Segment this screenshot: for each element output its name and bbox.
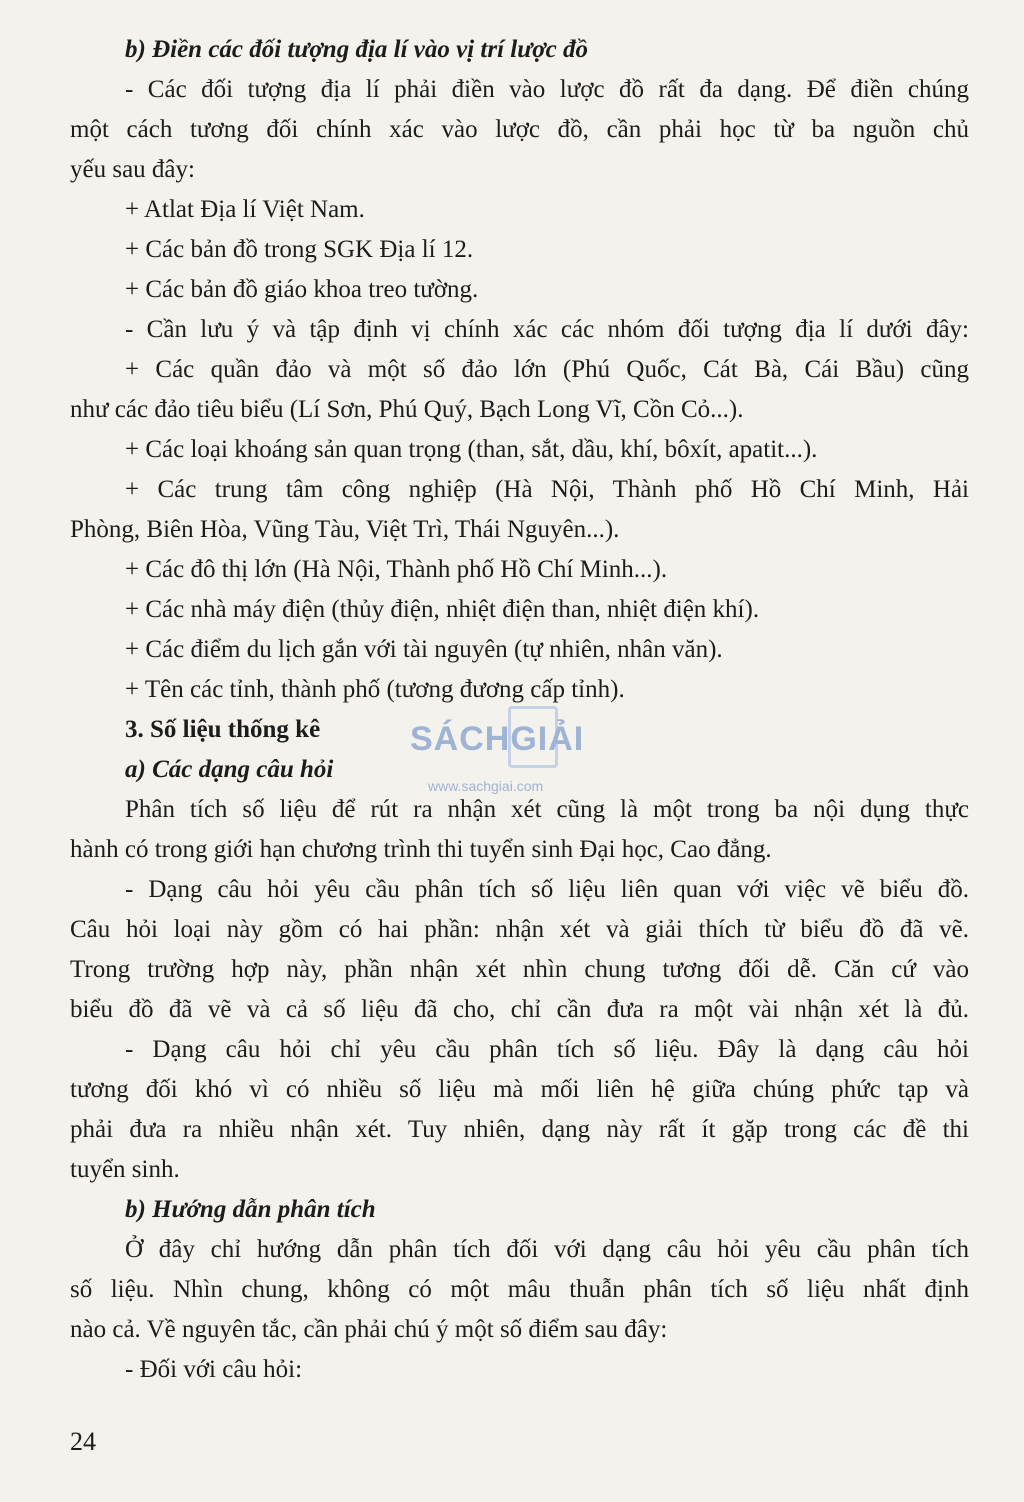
list-item: + Atlat Địa lí Việt Nam.: [125, 196, 365, 223]
paragraph-line: - Cần lưu ý và tập định vị chính xác các nhóm đối tượng địa lí dưới đây:: [125, 316, 969, 343]
watermark-url: www.sachgiai.com: [428, 778, 544, 794]
paragraph-line: tuyển sinh.: [70, 1156, 180, 1183]
paragraph-line: Ở đây chỉ hướng dẫn phân tích đối với dạng câu hỏi yêu cầu phân tích: [125, 1236, 969, 1263]
list-item: + Tên các tỉnh, thành phố (tương đương cấp tỉnh).: [125, 676, 625, 703]
paragraph-line: Câu hỏi loại này gồm có hai phần: nhận xét và giải thích từ biểu đồ đã vẽ.: [70, 916, 969, 943]
paragraph-line: - Các đối tượng địa lí phải điền vào lược đồ rất đa dạng. Để điền chúng: [125, 76, 969, 103]
subheading-fill-objects: b) Điền các đối tượng địa lí vào vị trí lược đồ: [125, 36, 588, 63]
subheading-analysis-guide: b) Hướng dẫn phân tích: [125, 1196, 376, 1223]
page-number: 24: [70, 1427, 96, 1456]
list-item: + Các trung tâm công nghiệp (Hà Nội, Thành phố Hồ Chí Minh, Hải: [125, 476, 969, 503]
paragraph-line: biểu đồ đã vẽ và cả số liệu đã cho, chỉ cần đưa ra một vài nhận xét là đủ.: [70, 996, 969, 1023]
paragraph-line: hành có trong giới hạn chương trình thi tuyển sinh Đại học, Cao đẳng.: [70, 836, 772, 863]
subheading-question-types: a) Các dạng câu hỏi: [125, 756, 334, 783]
section-heading-statistics: 3. Số liệu thống kê: [125, 716, 321, 743]
list-item: + Các đô thị lớn (Hà Nội, Thành phố Hồ Chí Minh...).: [125, 556, 668, 583]
paragraph-line: số liệu. Nhìn chung, không có một mâu thuẫn phân tích số liệu nhất định: [70, 1276, 969, 1303]
paragraph-line: Phòng, Biên Hòa, Vũng Tàu, Việt Trì, Thái Nguyên...).: [70, 516, 620, 543]
list-item: + Các loại khoáng sản quan trọng (than, sắt, dầu, khí, bôxít, apatit...).: [125, 436, 818, 463]
paragraph-line: Trong trường hợp này, phần nhận xét nhìn chung tương đối dễ. Căn cứ vào: [70, 956, 969, 983]
list-item: + Các bản đồ trong SGK Địa lí 12.: [125, 236, 474, 263]
paragraph-line: tương đối khó vì có nhiều số liệu mà mối liên hệ giữa chúng phức tạp và: [70, 1076, 969, 1103]
paragraph-line: - Dạng câu hỏi yêu cầu phân tích số liệu liên quan với việc vẽ biểu đồ.: [125, 876, 969, 903]
list-item: + Các quần đảo và một số đảo lớn (Phú Quốc, Cát Bà, Cái Bầu) cũng: [125, 356, 969, 383]
watermark-brand: SÁCHGIẢI: [410, 720, 585, 758]
paragraph-line: nào cả. Về nguyên tắc, cần phải chú ý một số điểm sau đây:: [70, 1316, 668, 1343]
paragraph-line: Phân tích số liệu để rút ra nhận xét cũng là một trong ba nội dụng thực: [125, 796, 969, 823]
list-item: + Các bản đồ giáo khoa treo tường.: [125, 276, 479, 303]
list-item: - Đối với câu hỏi:: [125, 1356, 303, 1383]
paragraph-line: yếu sau đây:: [70, 156, 195, 183]
paragraph-line: - Dạng câu hỏi chỉ yêu cầu phân tích số liệu. Đây là dạng câu hỏi: [125, 1036, 969, 1063]
list-item: + Các điểm du lịch gắn với tài nguyên (tự nhiên, nhân văn).: [125, 636, 723, 663]
paragraph-line: phải đưa ra nhiều nhận xét. Tuy nhiên, dạng này rất ít gặp trong các đề thi: [70, 1116, 969, 1143]
paragraph-line: như các đảo tiêu biểu (Lí Sơn, Phú Quý, Bạch Long Vĩ, Cồn Cỏ...).: [70, 396, 744, 423]
watermark-logo: [410, 700, 620, 800]
paragraph-line: một cách tương đối chính xác vào lược đồ, cần phải học từ ba nguồn chủ: [70, 116, 969, 143]
list-item: + Các nhà máy điện (thủy điện, nhiệt điện than, nhiệt điện khí).: [125, 596, 760, 623]
